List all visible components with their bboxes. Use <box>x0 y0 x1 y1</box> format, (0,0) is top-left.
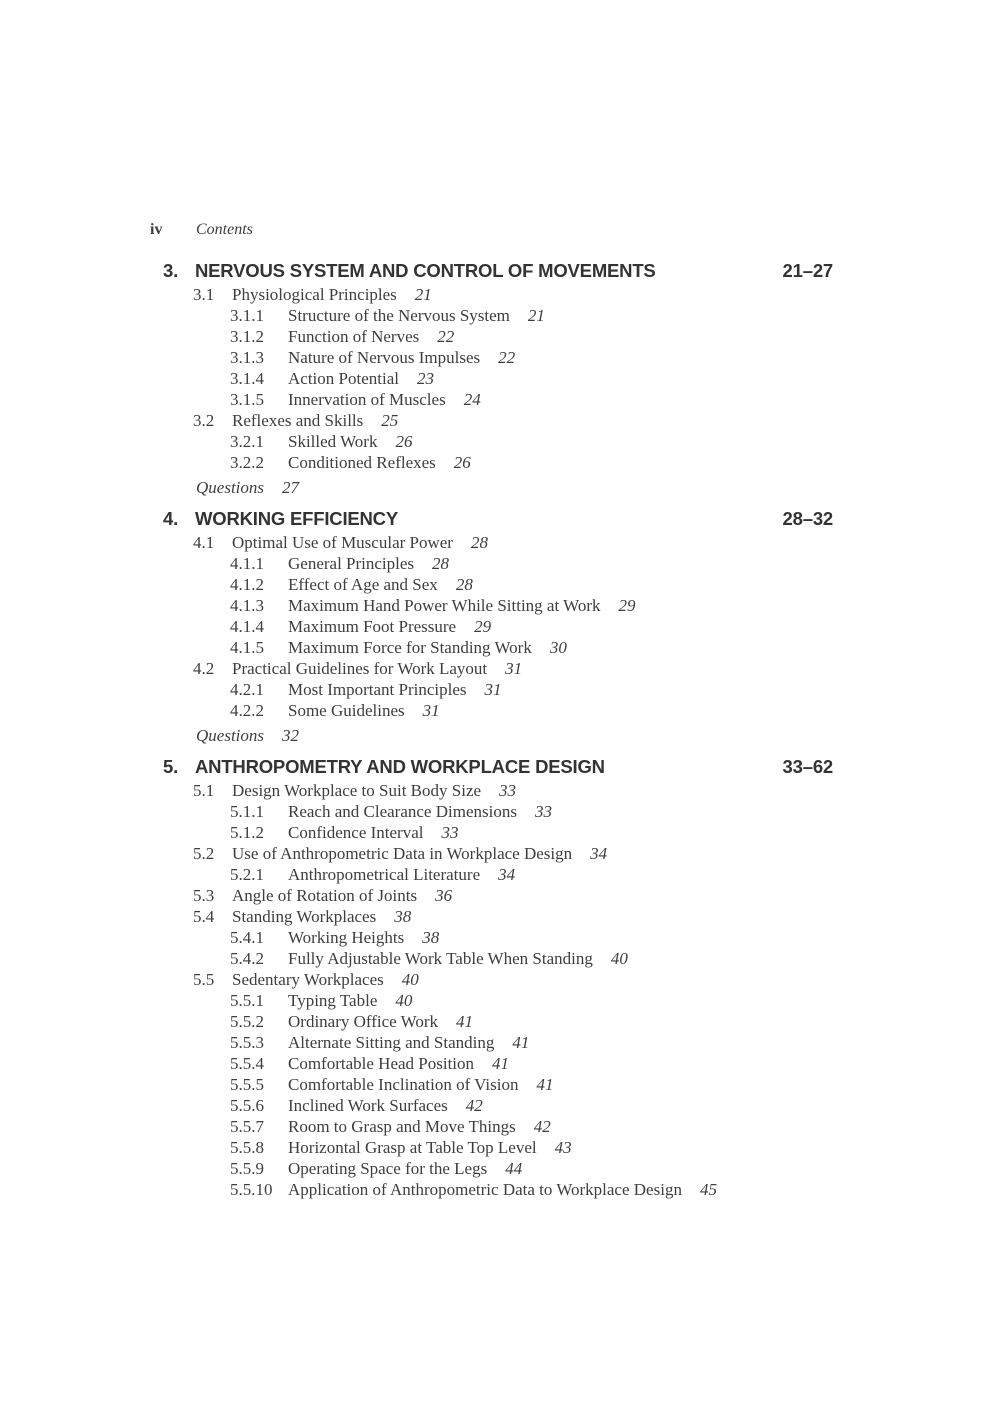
entry-number: 3.2 <box>193 411 215 430</box>
entry-number: 5.5.3 <box>230 1033 264 1052</box>
entry-number: 4.2 <box>193 659 215 678</box>
entry-number: 5.5.5 <box>230 1075 264 1094</box>
toc-entry <box>150 553 833 574</box>
entry-title: Most Important Principles <box>288 680 467 699</box>
entry-page-number: 23 <box>416 369 434 388</box>
entry-page-number: 32 <box>282 726 299 745</box>
entry-number: 3.1.3 <box>230 348 264 367</box>
entry-title: Innervation of Muscles <box>288 390 446 409</box>
entry-title: Angle of Rotation of Joints <box>232 886 418 905</box>
entry-page-number: 45 <box>699 1180 717 1199</box>
entry-page-number: 40 <box>395 991 413 1010</box>
entry-page-number: 22 <box>498 348 516 367</box>
toc-entry <box>150 679 833 700</box>
toc-entry <box>150 1074 833 1095</box>
toc-entry <box>150 1158 833 1179</box>
toc-entry <box>150 1137 833 1158</box>
entry-page-number: 31 <box>422 701 440 720</box>
entry-page-number: 24 <box>463 390 481 409</box>
entry-title: Maximum Force for Standing Work <box>288 638 532 657</box>
entry-title: Inclined Work Surfaces <box>288 1096 448 1115</box>
chapter-page-range: 28–32 <box>782 508 833 529</box>
entry-page-number: 41 <box>456 1012 474 1031</box>
entry-title: Standing Workplaces <box>232 907 377 926</box>
entry-title: Use of Anthropometric Data in Workplace Design <box>232 844 573 863</box>
entry-number: 3.1.1 <box>230 306 264 325</box>
questions-entry <box>150 477 833 498</box>
entry-title: Structure of the Nervous System <box>288 306 510 325</box>
entry-number: 5.4.2 <box>230 949 264 968</box>
toc-chapter <box>150 507 833 746</box>
toc-entry <box>150 1032 833 1053</box>
chapter-number: 5. <box>163 756 179 777</box>
entry-title: Reflexes and Skills <box>232 411 364 430</box>
entry-page-number: 21 <box>527 306 545 325</box>
toc-entry <box>150 347 833 368</box>
questions-label: Questions <box>196 726 264 745</box>
entry-page-number: 30 <box>549 638 567 657</box>
entry-title: Working Heights <box>288 928 405 947</box>
toc-entry <box>150 574 833 595</box>
entry-page-number: 42 <box>465 1096 483 1115</box>
entry-page-number: 33 <box>534 802 552 821</box>
entry-title: Action Potential <box>288 369 399 388</box>
toc-entry <box>150 990 833 1011</box>
entry-page-number: 31 <box>505 659 523 678</box>
entry-page-number: 29 <box>618 596 636 615</box>
entry-number: 3.1.5 <box>230 390 264 409</box>
toc-entry <box>150 822 833 843</box>
chapter-heading-row <box>150 259 833 282</box>
chapter-page-range: 33–62 <box>782 756 833 777</box>
entry-number: 5.5.1 <box>230 991 264 1010</box>
entry-number: 5.3 <box>193 886 215 905</box>
toc-entry <box>150 326 833 347</box>
chapter-heading-row <box>150 755 833 778</box>
toc-entry <box>150 452 833 473</box>
entry-title: Comfortable Head Position <box>288 1054 475 1073</box>
entry-number: 4.1 <box>193 533 215 552</box>
entry-page-number: 42 <box>533 1117 551 1136</box>
entry-title: Design Workplace to Suit Body Size <box>232 781 482 800</box>
entry-page-number: 34 <box>590 844 608 863</box>
questions-label: Questions <box>196 478 264 497</box>
toc-entry <box>150 389 833 410</box>
entry-page-number: 41 <box>536 1075 554 1094</box>
entry-title: Room to Grasp and Move Things <box>288 1117 516 1136</box>
entry-page-number: 28 <box>455 575 473 594</box>
toc-chapter <box>150 755 833 1200</box>
entry-page-number: 25 <box>381 411 399 430</box>
entry-title: Skilled Work <box>288 432 378 451</box>
entry-title: Physiological Principles <box>232 285 397 304</box>
chapter-title: WORKING EFFICIENCY <box>195 508 398 529</box>
table-of-contents <box>150 259 833 1200</box>
entry-title: Function of Nerves <box>288 327 420 346</box>
entry-number: 5.4.1 <box>230 928 264 947</box>
toc-entry <box>150 305 833 326</box>
toc-entry <box>150 1179 833 1200</box>
toc-entry <box>150 885 833 906</box>
chapter-page-range: 21–27 <box>782 260 833 281</box>
entry-title: Horizontal Grasp at Table Top Level <box>288 1138 537 1157</box>
running-head: Contents <box>196 221 253 238</box>
entry-page-number: 28 <box>432 554 450 573</box>
toc-entry <box>150 1011 833 1032</box>
entry-page-number: 31 <box>484 680 502 699</box>
entry-title: Maximum Hand Power While Sitting at Work <box>288 596 601 615</box>
toc-entry <box>150 637 833 658</box>
toc-entry <box>150 616 833 637</box>
chapter-title: NERVOUS SYSTEM AND CONTROL OF MOVEMENTS <box>195 260 656 281</box>
entry-number: 5.1 <box>193 781 215 800</box>
entry-title: Optimal Use of Muscular Power <box>232 533 453 552</box>
toc-entry <box>150 700 833 721</box>
chapter-number: 3. <box>163 260 179 281</box>
entry-number: 4.2.2 <box>230 701 264 720</box>
entry-number: 5.1.2 <box>230 823 264 842</box>
entry-number: 3.1.4 <box>230 369 264 388</box>
toc-entry <box>150 843 833 864</box>
entry-title: Reach and Clearance Dimensions <box>288 802 517 821</box>
toc-entry <box>150 948 833 969</box>
entry-number: 4.2.1 <box>230 680 264 699</box>
toc-entry <box>150 410 833 431</box>
entry-page-number: 41 <box>492 1054 510 1073</box>
entry-page-number: 26 <box>453 453 471 472</box>
entry-page-number: 21 <box>414 285 432 304</box>
entry-number: 5.2.1 <box>230 865 264 884</box>
entry-page-number: 28 <box>470 533 488 552</box>
entry-page-number: 29 <box>474 617 492 636</box>
entry-title: Ordinary Office Work <box>288 1012 439 1031</box>
toc-entry <box>150 284 833 305</box>
entry-page-number: 33 <box>441 823 459 842</box>
toc-entry <box>150 595 833 616</box>
toc-entry <box>150 1116 833 1137</box>
entry-page-number: 26 <box>395 432 413 451</box>
entry-title: Application of Anthropometric Data to Workplace Design <box>288 1180 682 1199</box>
entry-number: 5.4 <box>193 907 215 926</box>
questions-entry <box>150 725 833 746</box>
entry-title: Anthropometrical Literature <box>288 865 481 884</box>
entry-title: Some Guidelines <box>288 701 405 720</box>
chapter-number: 4. <box>163 508 179 529</box>
page-number-label: iv <box>150 221 163 238</box>
entry-title: Effect of Age and Sex <box>288 575 438 594</box>
entry-number: 4.1.5 <box>230 638 264 657</box>
toc-entry <box>150 969 833 990</box>
toc-entry <box>150 1053 833 1074</box>
entry-title: Comfortable Inclination of Vision <box>288 1075 519 1094</box>
entry-number: 3.2.2 <box>230 453 264 472</box>
entry-page-number: 36 <box>435 886 453 905</box>
entry-title: Fully Adjustable Work Table When Standing <box>288 949 593 968</box>
entry-number: 5.5 <box>193 970 215 989</box>
entry-number: 5.2 <box>193 844 215 863</box>
entry-page-number: 22 <box>437 327 455 346</box>
toc-entry <box>150 658 833 679</box>
entry-page-number: 38 <box>394 907 412 926</box>
contents-page <box>150 221 833 1209</box>
toc-entry <box>150 780 833 801</box>
entry-title: Operating Space for the Legs <box>288 1159 488 1178</box>
entry-page-number: 33 <box>499 781 517 800</box>
entry-title: Sedentary Workplaces <box>232 970 384 989</box>
entry-title: Practical Guidelines for Work Layout <box>232 659 488 678</box>
entry-page-number: 27 <box>282 478 299 497</box>
entry-number: 5.5.4 <box>230 1054 264 1073</box>
entry-title: Typing Table <box>288 991 378 1010</box>
entry-number: 3.1.2 <box>230 327 264 346</box>
page-header <box>150 221 833 239</box>
entry-title: Alternate Sitting and Standing <box>288 1033 495 1052</box>
entry-number: 4.1.4 <box>230 617 264 636</box>
chapter-title: ANTHROPOMETRY AND WORKPLACE DESIGN <box>195 756 605 777</box>
chapter-heading-row <box>150 507 833 530</box>
entry-number: 3.1 <box>193 285 215 304</box>
entry-page-number: 40 <box>610 949 628 968</box>
entry-title: General Principles <box>288 554 415 573</box>
entry-page-number: 44 <box>505 1159 523 1178</box>
toc-entry <box>150 368 833 389</box>
entry-number: 3.2.1 <box>230 432 264 451</box>
entry-number: 5.5.2 <box>230 1012 264 1031</box>
entry-number: 5.5.10 <box>230 1180 273 1199</box>
entry-page-number: 43 <box>554 1138 572 1157</box>
entry-page-number: 38 <box>422 928 440 947</box>
toc-entry <box>150 801 833 822</box>
entry-page-number: 40 <box>401 970 419 989</box>
toc-entry <box>150 1095 833 1116</box>
entry-title: Conditioned Reflexes <box>288 453 436 472</box>
toc-entry <box>150 864 833 885</box>
entry-number: 5.5.8 <box>230 1138 264 1157</box>
toc-entry <box>150 906 833 927</box>
entry-title: Maximum Foot Pressure <box>288 617 457 636</box>
entry-number: 5.5.9 <box>230 1159 264 1178</box>
toc-entry <box>150 532 833 553</box>
entry-number: 4.1.3 <box>230 596 264 615</box>
entry-title: Nature of Nervous Impulses <box>288 348 481 367</box>
entry-number: 5.1.1 <box>230 802 264 821</box>
entry-number: 5.5.7 <box>230 1117 264 1136</box>
entry-number: 4.1.2 <box>230 575 264 594</box>
entry-number: 5.5.6 <box>230 1096 264 1115</box>
entry-number: 4.1.1 <box>230 554 264 573</box>
entry-page-number: 34 <box>498 865 516 884</box>
entry-page-number: 41 <box>512 1033 530 1052</box>
toc-entry <box>150 431 833 452</box>
entry-title: Confidence Interval <box>288 823 424 842</box>
toc-entry <box>150 927 833 948</box>
toc-chapter <box>150 259 833 498</box>
